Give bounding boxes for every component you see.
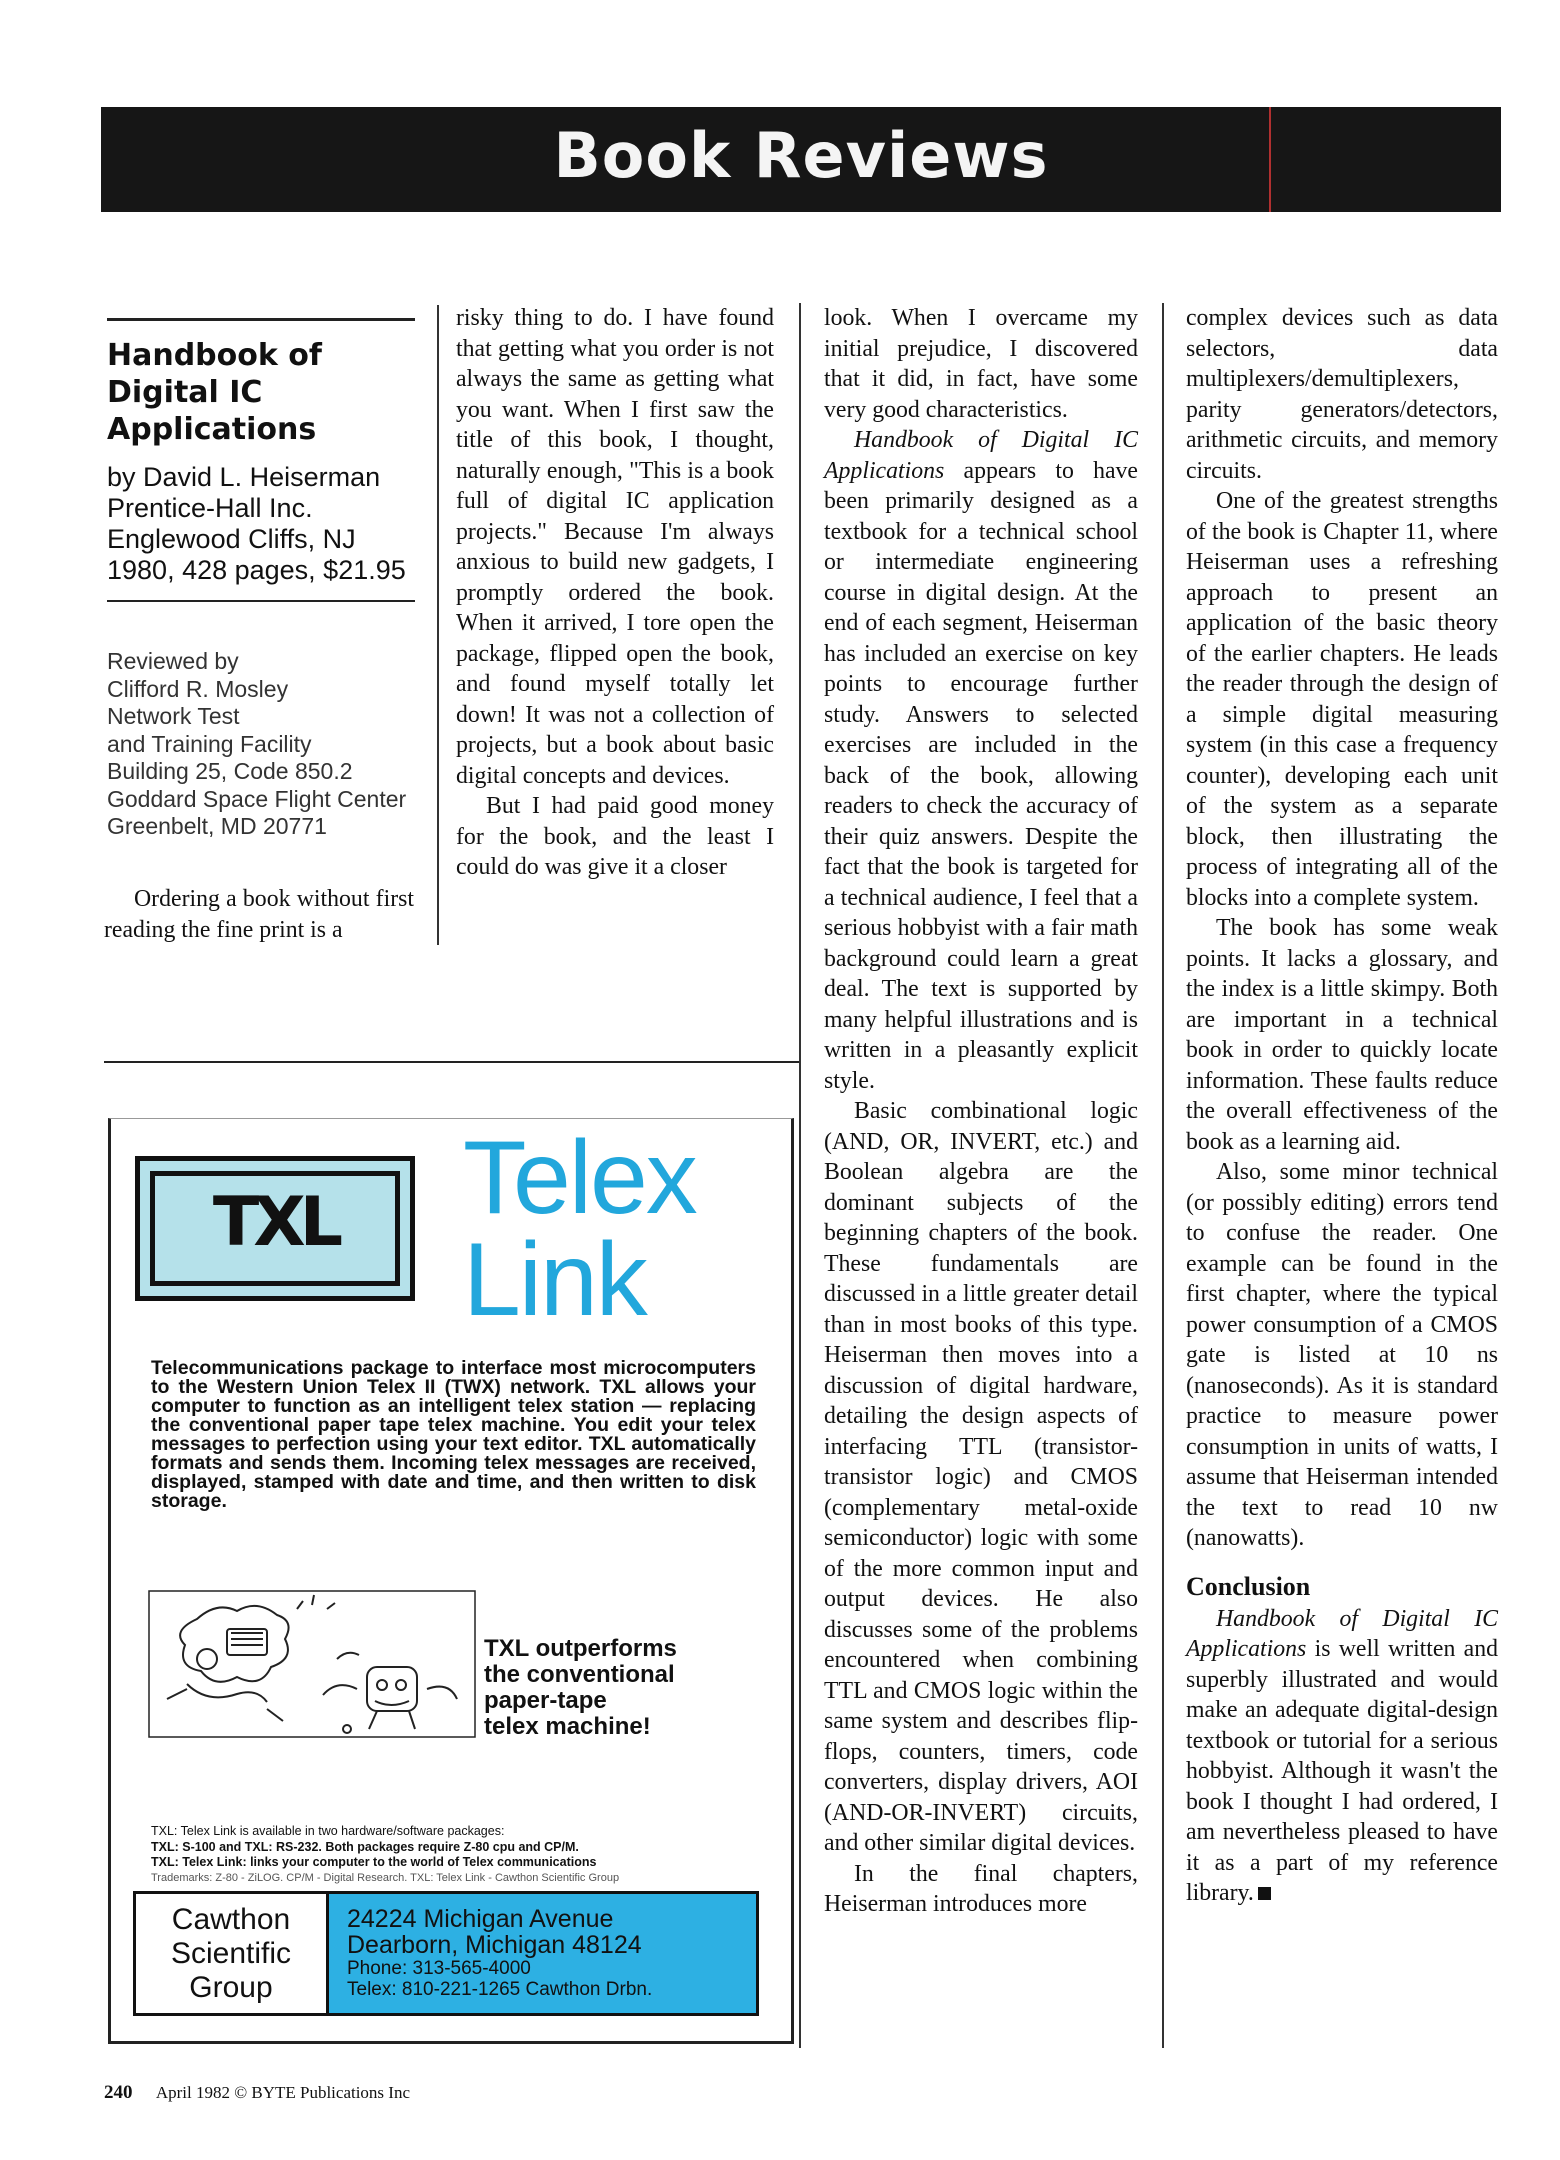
paragraph: The book has some weak points. It lacks a glossary, and the index is a little skimpy. Both are important in a technical book in order to quickly locate information. These faults reduce the overall effectiveness of the book as a learning aid. bbox=[1186, 915, 1498, 1155]
publication-credit: April 1982 © BYTE Publications Inc bbox=[155, 2083, 411, 2102]
review-column-4 bbox=[1186, 303, 1498, 1909]
paragraph: Basic combinational logic (AND, OR, INVERT, etc.) and Boolean algebra are the dominant subjects of the beginning chapters of the book. These fundamentals are discussed in a little greater detail than in most books of this type. Heiserman then moves into a discussion of digital hardware, detailing the design aspects of interfacing TTL (transistor-transistor logic) and CMOS (complementary metal-oxide semiconductor) logic with some of the more common input and output devices. He also discusses some of the problems encountered when combining TTL and CMOS logic within the same system and describes flip-flops, counters, timers, code converters, display drivers, AOI (AND-OR-INVERT) circuits, and other similar digital devices. bbox=[824, 1098, 1138, 1856]
book-publisher: Prentice-Hall Inc. bbox=[107, 493, 313, 523]
section-title: Book Reviews bbox=[553, 119, 1049, 192]
paragraph: Also, some minor technical (or possibly editing) errors tend to confuse the reader. One example can be found in the first chapter, where the typical power consumption of a CMOS gate is listed at 10 ns (nanoseconds). As it is standard practice to measure power consumption in units of watts, I assume that Heiserman intended the text to read 10 nw (nanowatts). bbox=[1186, 1159, 1498, 1551]
reviewer-info: Reviewed by Clifford R. Mosley Network Test and Training Facility Building 25, Code 850.2 Goddard Space Flight Center Greenbelt, MD 20771 bbox=[107, 648, 407, 839]
end-mark-icon bbox=[1258, 1887, 1271, 1900]
txl-logo: TXL bbox=[212, 1183, 338, 1262]
column-rule bbox=[1162, 303, 1164, 2048]
paragraph: Handbook of Digital IC Applications appears to have been primarily designed as a textbook for a technical school or intermediate engineering course in digital design. At the end of each segment, Heiserman has included an exercise on key points to encourage further study. Answers to selected exercises are included in the back of the book, allowing readers to check the accuracy of their quiz answers. Despite the fact that the book is targeted for a technical audience, I feel that a serious hobbyist with a fair math background could learn a great deal. The text is supported by many helpful illustrations and is written in a pleasantly explicit style. bbox=[824, 427, 1138, 1094]
paragraph: In the final chapters, Heiserman introduces more bbox=[824, 1860, 1138, 1917]
top-rule bbox=[107, 318, 415, 321]
book-info bbox=[107, 318, 415, 841]
ad-fine-print: TXL: Telex Link is available in two hardware/software packages: TXL: S-100 and TXL: RS-232. Both packages require Z-80 cpu and CP/M. TXL: Telex Link: links your computer to the world of Telex communications Trademarks: Z-80 - ZiLOG. CP/M - Digital Research. TXL: Telex Link - Cawthon Scientific Group bbox=[151, 1824, 620, 1884]
company-address: 24224 Michigan Avenue Dearborn, Michigan 48124 Phone: 313-565-4000 Telex: 810-221-1265 Cawthon Drbn. bbox=[326, 1894, 756, 2013]
cartoon-illustration bbox=[147, 1589, 477, 1739]
review-column-1 bbox=[104, 884, 414, 945]
ad-headline: Telex Link bbox=[463, 1120, 696, 1338]
paragraph: Handbook of Digital IC Applications is well written and superbly illustrated and would make an adequate digital-design textbook or tutorial for a serious hobbyist. Although it wasn't the book I thought I had ordered, I am nevertheless pleased to have it as a part of my reference library. bbox=[1186, 1605, 1498, 1906]
company-name: Cawthon Scientific Group bbox=[170, 1902, 292, 2004]
paragraph: risky thing to do. I have found that getting what you order is not always the same as getting what you want. When I first saw the title of this book, I thought, naturally enough, "This is a book full of digital IC application projects." Because I'm always anxious to build new gadgets, I promptly ordered the book. When it arrived, I tore open the package, flipped open the book, and found myself totally let down! It was not a collection of projects, but a book about basic digital concepts and devices. bbox=[456, 305, 774, 789]
page-footer bbox=[104, 2082, 410, 2104]
bottom-rule bbox=[107, 600, 415, 602]
book-details bbox=[107, 462, 415, 586]
paragraph: One of the greatest strengths of the book is Chapter 11, where Heiserman uses a refreshing approach to present an application of the basic theory of the earlier chapters. He leads the reader through the design of a simple digital measuring system (in this case a frequency counter), developing each unit of the system as a separate block, then illustrating the process of integrating all of the blocks into a complete system. bbox=[1186, 488, 1498, 911]
conclusion-heading: Conclusion bbox=[1186, 1571, 1311, 1601]
column-rule bbox=[437, 305, 439, 945]
company-telex: Telex: 810-221-1265 Cawthon Drbn. bbox=[347, 1979, 653, 2000]
book-title: Handbook of Digital IC Applications bbox=[107, 338, 322, 447]
paragraph: But I had paid good money for the book, and the least I could do was give it a closer bbox=[456, 793, 774, 880]
review-column-2 bbox=[456, 303, 774, 883]
book-pages-price: 1980, 428 pages, $21.95 bbox=[107, 555, 406, 585]
column-rule bbox=[799, 303, 801, 2048]
company-box bbox=[133, 1891, 759, 2016]
advertisement bbox=[108, 1118, 794, 2044]
ad-description: Telecommunications package to interface most microcomputers to the Western Union Telex II (TWX) network. TXL allows your computer to function as an intelligent telex station — replacing the conventional paper tape telex machine. You edit your telex messages to perfection using your text editor. TXL automatically formats and sends them. Incoming telex messages are received, displayed, stamped with date and time, and then written to disk storage. bbox=[151, 1357, 756, 1512]
txl-logo-box bbox=[135, 1156, 415, 1301]
paragraph: look. When I overcame my initial prejudice, I discovered that it did, in fact, have some very good characteristics. bbox=[824, 305, 1138, 423]
banner-divider bbox=[1269, 107, 1271, 212]
page-number: 240 bbox=[104, 2082, 133, 2103]
section-banner bbox=[101, 107, 1501, 212]
paragraph: complex devices such as data selectors, data multiplexers/demultiplexers, parity generators/detectors, arithmetic circuits, and memory circuits. bbox=[1186, 305, 1498, 484]
review-column-3 bbox=[824, 303, 1138, 1920]
book-author: by David L. Heiserman bbox=[107, 462, 381, 492]
paragraph: Ordering a book without first reading the fine print is a bbox=[104, 886, 414, 943]
ad-slogan: TXL outperforms the conventional paper-tape telex machine! bbox=[484, 1635, 677, 1740]
book-location: Englewood Cliffs, NJ bbox=[107, 524, 356, 554]
ad-top-rule bbox=[104, 1061, 799, 1063]
company-phone: Phone: 313-565-4000 bbox=[347, 1958, 531, 1979]
